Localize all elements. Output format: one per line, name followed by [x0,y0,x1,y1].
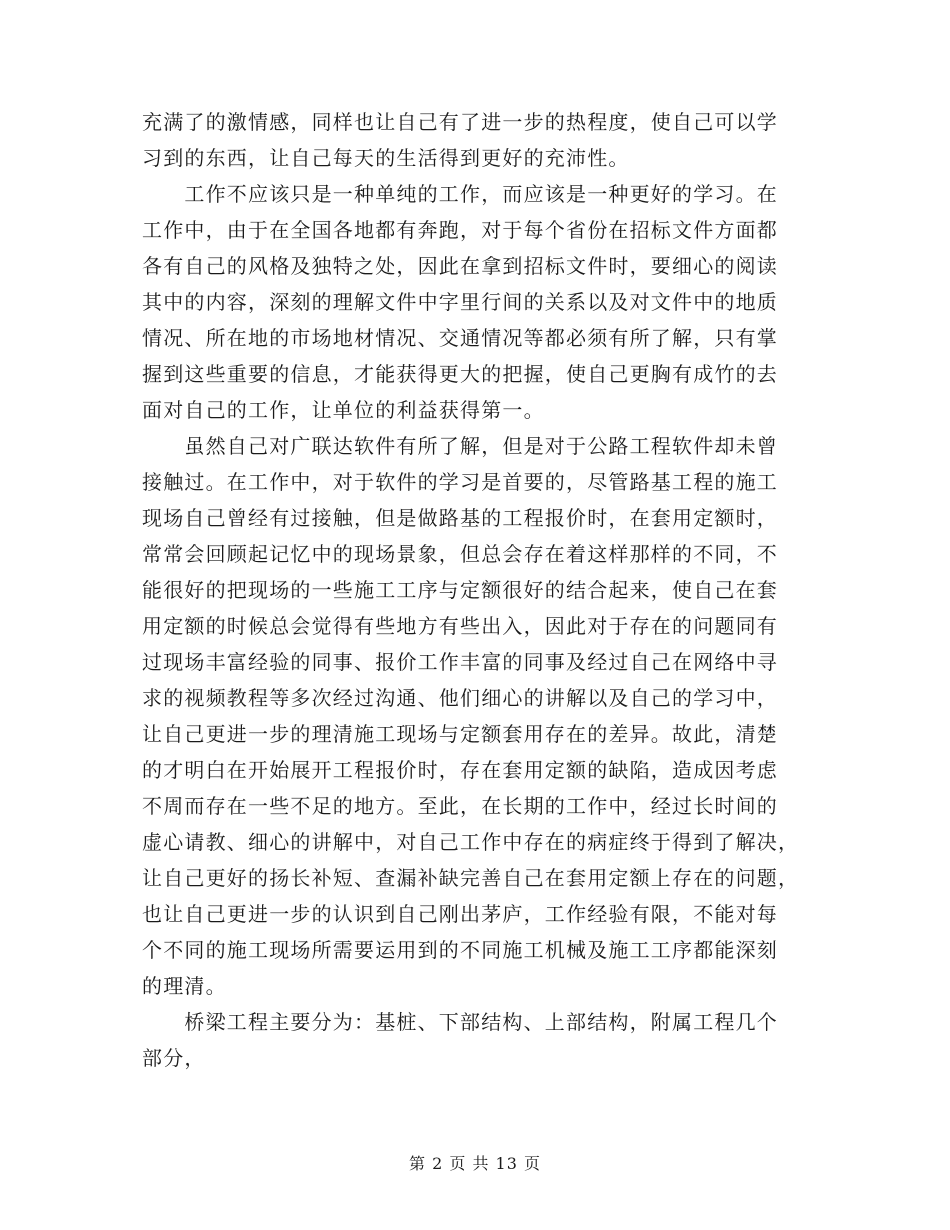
text-line: 各有自己的风格及独特之处，因此在拿到招标文件时，要细心的阅读 [142,254,778,278]
text-line: 不周而存在一些不足的地方。至此，在长期的工作中，经过长时间的 [142,794,778,818]
text-line: 部分， [142,1046,206,1070]
text-line: 能很好的把现场的一些施工工序与定额很好的结合起来，使自己在套 [142,578,778,602]
text-line: 让自己更进一步的理清施工现场与定额套用存在的差异。故此，清楚 [142,722,778,746]
text-line: 个不同的施工现场所需要运用到的不同施工机械及施工工序都能深刻 [142,938,778,962]
text-line: 充满了的激情感，同样也让自己有了进一步的热程度，使自己可以学 [142,110,778,134]
text-line: 的才明白在开始展开工程报价时，存在套用定额的缺陷，造成因考虑 [142,758,778,782]
text-line: 求的视频教程等多次经过沟通、他们细心的讲解以及自己的学习中， [142,686,778,710]
text-line: 桥梁工程主要分为：基桩、下部结构、上部结构，附属工程几个 [142,1010,778,1034]
text-line: 其中的内容，深刻的理解文件中字里行间的关系以及对文件中的地质 [142,290,778,314]
text-line: 面对自己的工作，让单位的利益获得第一。 [142,398,545,422]
text-line: 的理清。 [142,974,227,998]
text-line: 虽然自己对广联达软件有所了解，但是对于公路工程软件却未曾 [142,434,778,458]
text-line: 用定额的时候总会觉得有些地方有些出入，因此对于存在的问题同有 [142,614,778,638]
page-number-footer: 第 2 页 共 13 页 [409,1154,541,1173]
text-line: 常常会回顾起记忆中的现场景象，但总会存在着这样那样的不同，不 [142,542,778,566]
text-line: 让自己更好的扬长补短、查漏补缺完善自己在套用定额上存在的问题， [142,866,800,890]
text-line: 工作中，由于在全国各地都有奔跑，对于每个省份在招标文件方面都 [142,218,778,242]
text-line: 也让自己更进一步的认识到自己刚出茅庐，工作经验有限，不能对每 [142,902,778,926]
body-text [142,104,814,1076]
text-line: 工作不应该只是一种单纯的工作，而应该是一种更好的学习。在 [142,182,778,206]
text-line: 习到的东西，让自己每天的生活得到更好的充沛性。 [142,146,630,170]
text-line: 握到这些重要的信息，才能获得更大的把握，使自己更胸有成竹的去 [142,362,778,386]
text-line: 现场自己曾经有过接触，但是做路基的工程报价时，在套用定额时， [142,506,778,530]
text-line: 接触过。在工作中，对于软件的学习是首要的，尽管路基工程的施工 [142,470,778,494]
text-line: 过现场丰富经验的同事、报价工作丰富的同事及经过自己在网络中寻 [142,650,778,674]
text-line: 虚心请教、细心的讲解中，对自己工作中存在的病症终于得到了解决， [142,830,800,854]
text-line: 情况、所在地的市场地材情况、交通情况等都必须有所了解，只有掌 [142,326,778,350]
